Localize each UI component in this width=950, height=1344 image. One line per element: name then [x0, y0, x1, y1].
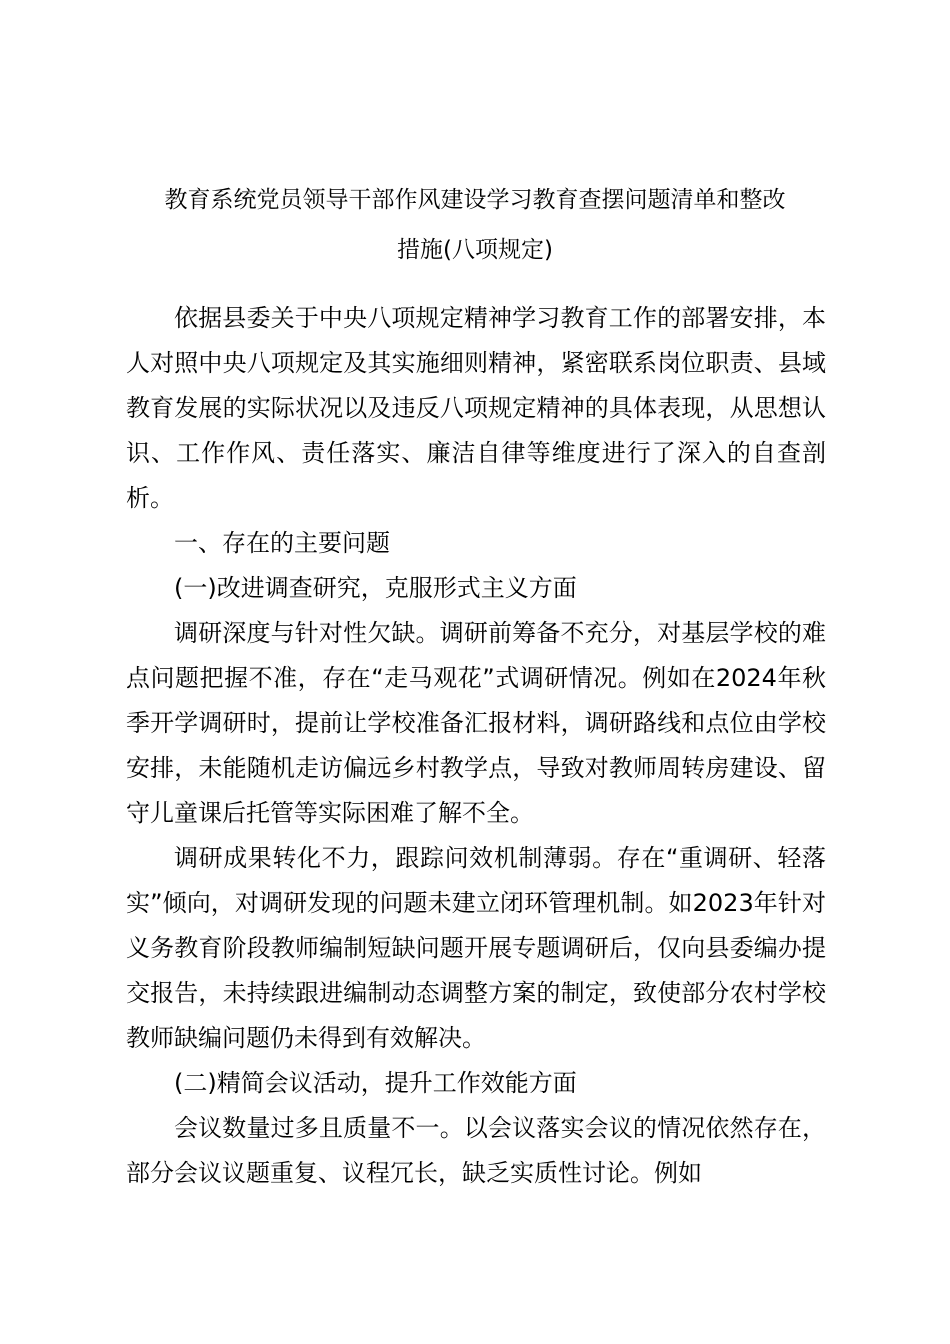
paragraph-research-depth: 调研深度与针对性欠缺。调研前筹备不充分，对基层学校的难点问题把握不准，存在“走马观花”式调研情况。例如在2024年秋季开学调研时，提前让学校准备汇报材料，调研路线和点位由学校安排，未能随机走访偏远乡村教学点，导致对教师周转房建设、留守儿童课后托管等实际困难了解不全。 [126, 619, 826, 827]
paragraph-intro: 依据县委关于中央八项规定精神学习教育工作的部署安排，本人对照中央八项规定及其实施细则精神，紧密联系岗位职责、县域教育发展的实际状况以及违反八项规定精神的具体表现，从思想认识、工作作风、责任落实、廉洁自律等维度进行了深入的自查剖析。 [126, 304, 826, 512]
document-title-line-1: 教育系统党员领导干部作风建设学习教育查摆问题清单和整改 [164, 187, 786, 213]
paragraph-research-followup: 调研成果转化不力，跟踪问效机制薄弱。存在“重调研、轻落实”倾向，对调研发现的问题未建立闭环管理机制。如2023年针对义务教育阶段教师编制短缺问题开展专题调研后，仅向县委编办提交报告，未持续跟进编制动态调整方案的制定，致使部分农村学校教师缺编问题仍未得到有效解决。 [126, 844, 826, 1052]
subsection-heading-1: (一)改进调查研究，克服形式主义方面 [174, 574, 577, 602]
section-heading-1: 一、存在的主要问题 [174, 529, 390, 557]
subsection-heading-2: (二)精简会议活动，提升工作效能方面 [174, 1069, 577, 1097]
paragraph-meetings: 会议数量过多且质量不一。以会议落实会议的情况依然存在，部分会议议题重复、议程冗长，缺乏实质性讨论。例如 [126, 1114, 826, 1187]
document-title-line-2: 措施(八项规定) [397, 237, 553, 263]
document-body [126, 296, 826, 1196]
